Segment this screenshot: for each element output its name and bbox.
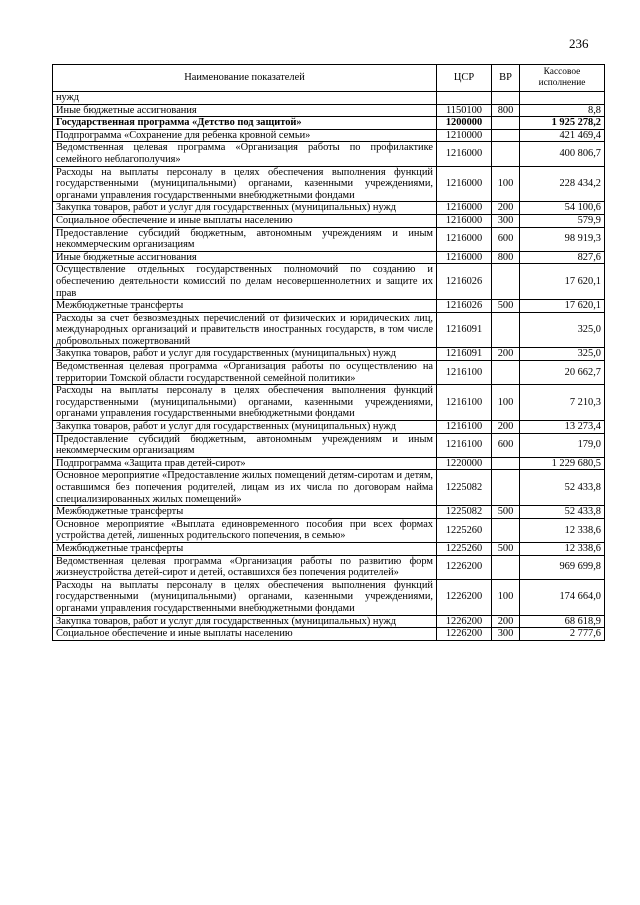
row-csr: 1216000 [437, 251, 492, 264]
table-row [53, 166, 605, 202]
table-row [53, 421, 605, 434]
table-row [53, 506, 605, 519]
row-name: Осуществление отдельных государственных полномочий по созданию и обеспечению деятельности комиссий по делам несовершеннолетних и защите их прав [53, 264, 437, 300]
row-amount: 17 620,1 [520, 264, 605, 300]
row-vr: 300 [492, 214, 520, 227]
row-vr: 800 [492, 251, 520, 264]
row-name: Межбюджетные трансферты [53, 542, 437, 555]
table-row [53, 628, 605, 641]
row-amount: 54 100,6 [520, 202, 605, 215]
table-body [53, 92, 605, 641]
row-vr: 300 [492, 628, 520, 641]
row-vr [492, 142, 520, 166]
row-name: Ведомственная целевая программа «Организация работы по развитию форм жизнеустройства детей-сирот и детей, оставшихся без попечения родителей» [53, 555, 437, 579]
row-csr: 1216100 [437, 385, 492, 421]
row-vr [492, 457, 520, 470]
row-name: Основное мероприятие «Выплата единовременного пособия при всех формах устройства детей, лишенных родительского попечения, в семью» [53, 518, 437, 542]
row-name: Иные бюджетные ассигнования [53, 104, 437, 117]
row-amount: 98 919,3 [520, 227, 605, 251]
row-amount: 579,9 [520, 214, 605, 227]
header-csr: ЦСР [437, 65, 492, 92]
table-header-row [53, 65, 605, 92]
row-vr: 200 [492, 421, 520, 434]
row-name: Основное мероприятие «Предоставление жилых помещений детям-сиротам и детям, оставшимся без попечения родителей, лицам из их числа по договорам найма специализированных жилых помещений» [53, 470, 437, 506]
header-vr: ВР [492, 65, 520, 92]
row-csr: 1225260 [437, 518, 492, 542]
row-name: Расходы на выплаты персоналу в целях обеспечения выполнения функций государственными (муниципальными) органами, казенными учреждениями, органами управления государственными внебюджетными фондами [53, 579, 437, 615]
row-csr [437, 92, 492, 105]
row-vr: 500 [492, 542, 520, 555]
row-name: Ведомственная целевая программа «Организация работы по профилактике семейного неблагополучия» [53, 142, 437, 166]
table-row [53, 518, 605, 542]
row-name: Социальное обеспечение и иные выплаты населению [53, 628, 437, 641]
row-csr: 1225082 [437, 470, 492, 506]
table-row [53, 251, 605, 264]
table-row [53, 615, 605, 628]
budget-table [52, 64, 605, 641]
row-name: нужд [53, 92, 437, 105]
row-amount: 52 433,8 [520, 470, 605, 506]
row-amount: 68 618,9 [520, 615, 605, 628]
row-csr: 1216000 [437, 214, 492, 227]
row-amount [520, 92, 605, 105]
row-vr [492, 92, 520, 105]
table-row [53, 92, 605, 105]
table-row [53, 104, 605, 117]
row-amount: 325,0 [520, 312, 605, 348]
row-csr: 1216100 [437, 361, 492, 385]
row-csr: 1200000 [437, 117, 492, 130]
row-name: Расходы на выплаты персоналу в целях обеспечения выполнения функций государственными (муниципальными) органами, казенными учреждениями, органами управления государственными внебюджетными фондами [53, 166, 437, 202]
row-csr: 1216091 [437, 312, 492, 348]
row-vr: 600 [492, 433, 520, 457]
row-amount: 969 699,8 [520, 555, 605, 579]
row-vr [492, 361, 520, 385]
row-vr [492, 470, 520, 506]
page-number: 236 [569, 36, 589, 51]
row-amount: 2 777,6 [520, 628, 605, 641]
table-row [53, 579, 605, 615]
row-csr: 1226200 [437, 555, 492, 579]
row-amount: 1 229 680,5 [520, 457, 605, 470]
row-name: Закупка товаров, работ и услуг для государственных (муниципальных) нужд [53, 348, 437, 361]
row-name: Предоставление субсидий бюджетным, автономным учреждениям и иным некоммерческим организациям [53, 227, 437, 251]
table-row [53, 129, 605, 142]
row-vr: 500 [492, 506, 520, 519]
table-row [53, 117, 605, 130]
row-csr: 1216000 [437, 142, 492, 166]
header-amount: Кассовое исполнение [520, 65, 605, 92]
row-csr: 1216000 [437, 202, 492, 215]
row-amount: 52 433,8 [520, 506, 605, 519]
row-csr: 1216026 [437, 300, 492, 313]
row-csr: 1216091 [437, 348, 492, 361]
row-csr: 1210000 [437, 129, 492, 142]
table-row [53, 142, 605, 166]
row-amount: 421 469,4 [520, 129, 605, 142]
row-csr: 1220000 [437, 457, 492, 470]
header-name: Наименование показателей [53, 65, 437, 92]
row-csr: 1216000 [437, 166, 492, 202]
row-name: Подпрограмма «Защита прав детей-сирот» [53, 457, 437, 470]
row-amount: 12 338,6 [520, 518, 605, 542]
row-name: Подпрограмма «Сохранение для ребенка кровной семьи» [53, 129, 437, 142]
row-csr: 1216100 [437, 421, 492, 434]
table-row [53, 433, 605, 457]
row-amount: 400 806,7 [520, 142, 605, 166]
row-vr [492, 264, 520, 300]
row-vr: 100 [492, 579, 520, 615]
row-vr: 200 [492, 615, 520, 628]
row-name: Закупка товаров, работ и услуг для государственных (муниципальных) нужд [53, 202, 437, 215]
row-vr [492, 129, 520, 142]
row-csr: 1216026 [437, 264, 492, 300]
row-amount: 12 338,6 [520, 542, 605, 555]
row-amount: 17 620,1 [520, 300, 605, 313]
row-vr: 500 [492, 300, 520, 313]
table-row [53, 457, 605, 470]
row-vr [492, 117, 520, 130]
table-row [53, 348, 605, 361]
row-name: Ведомственная целевая программа «Организация работы по осуществлению на территории Томской области государственной семейной политики» [53, 361, 437, 385]
row-amount: 7 210,3 [520, 385, 605, 421]
row-csr: 1216000 [437, 227, 492, 251]
table-row [53, 385, 605, 421]
table-row [53, 227, 605, 251]
row-name: Предоставление субсидий бюджетным, автономным учреждениям и иным некоммерческим организациям [53, 433, 437, 457]
table-row [53, 361, 605, 385]
table-row [53, 264, 605, 300]
row-name: Социальное обеспечение и иные выплаты населению [53, 214, 437, 227]
row-amount: 827,6 [520, 251, 605, 264]
row-vr: 200 [492, 348, 520, 361]
row-name: Расходы за счет безвозмездных перечислений от физических и юридических лиц, международных организаций и правительств иностранных государств, в том числе добровольных пожертвований [53, 312, 437, 348]
row-amount: 13 273,4 [520, 421, 605, 434]
table-row [53, 312, 605, 348]
row-name: Межбюджетные трансферты [53, 300, 437, 313]
row-csr: 1226200 [437, 579, 492, 615]
row-name: Расходы на выплаты персоналу в целях обеспечения выполнения функций государственными (муниципальными) органами, казенными учреждениями, органами управления государственными внебюджетными фондами [53, 385, 437, 421]
row-vr: 100 [492, 166, 520, 202]
row-amount: 325,0 [520, 348, 605, 361]
row-amount: 8,8 [520, 104, 605, 117]
row-csr: 1226200 [437, 628, 492, 641]
row-amount: 179,0 [520, 433, 605, 457]
row-amount: 228 434,2 [520, 166, 605, 202]
row-amount: 20 662,7 [520, 361, 605, 385]
table-row [53, 300, 605, 313]
row-csr: 1225260 [437, 542, 492, 555]
row-vr: 800 [492, 104, 520, 117]
table-row [53, 202, 605, 215]
table-row [53, 555, 605, 579]
row-csr: 1226200 [437, 615, 492, 628]
table-row [53, 214, 605, 227]
row-name: Закупка товаров, работ и услуг для государственных (муниципальных) нужд [53, 615, 437, 628]
row-vr [492, 312, 520, 348]
row-csr: 1150100 [437, 104, 492, 117]
row-amount: 1 925 278,2 [520, 117, 605, 130]
row-vr [492, 555, 520, 579]
row-name: Закупка товаров, работ и услуг для государственных (муниципальных) нужд [53, 421, 437, 434]
row-csr: 1216100 [437, 433, 492, 457]
row-vr [492, 518, 520, 542]
row-name: Государственная программа «Детство под защитой» [53, 117, 437, 130]
row-vr: 200 [492, 202, 520, 215]
row-csr: 1225082 [437, 506, 492, 519]
row-vr: 600 [492, 227, 520, 251]
table-row [53, 542, 605, 555]
row-amount: 174 664,0 [520, 579, 605, 615]
row-name: Иные бюджетные ассигнования [53, 251, 437, 264]
row-name: Межбюджетные трансферты [53, 506, 437, 519]
table-row [53, 470, 605, 506]
row-vr: 100 [492, 385, 520, 421]
